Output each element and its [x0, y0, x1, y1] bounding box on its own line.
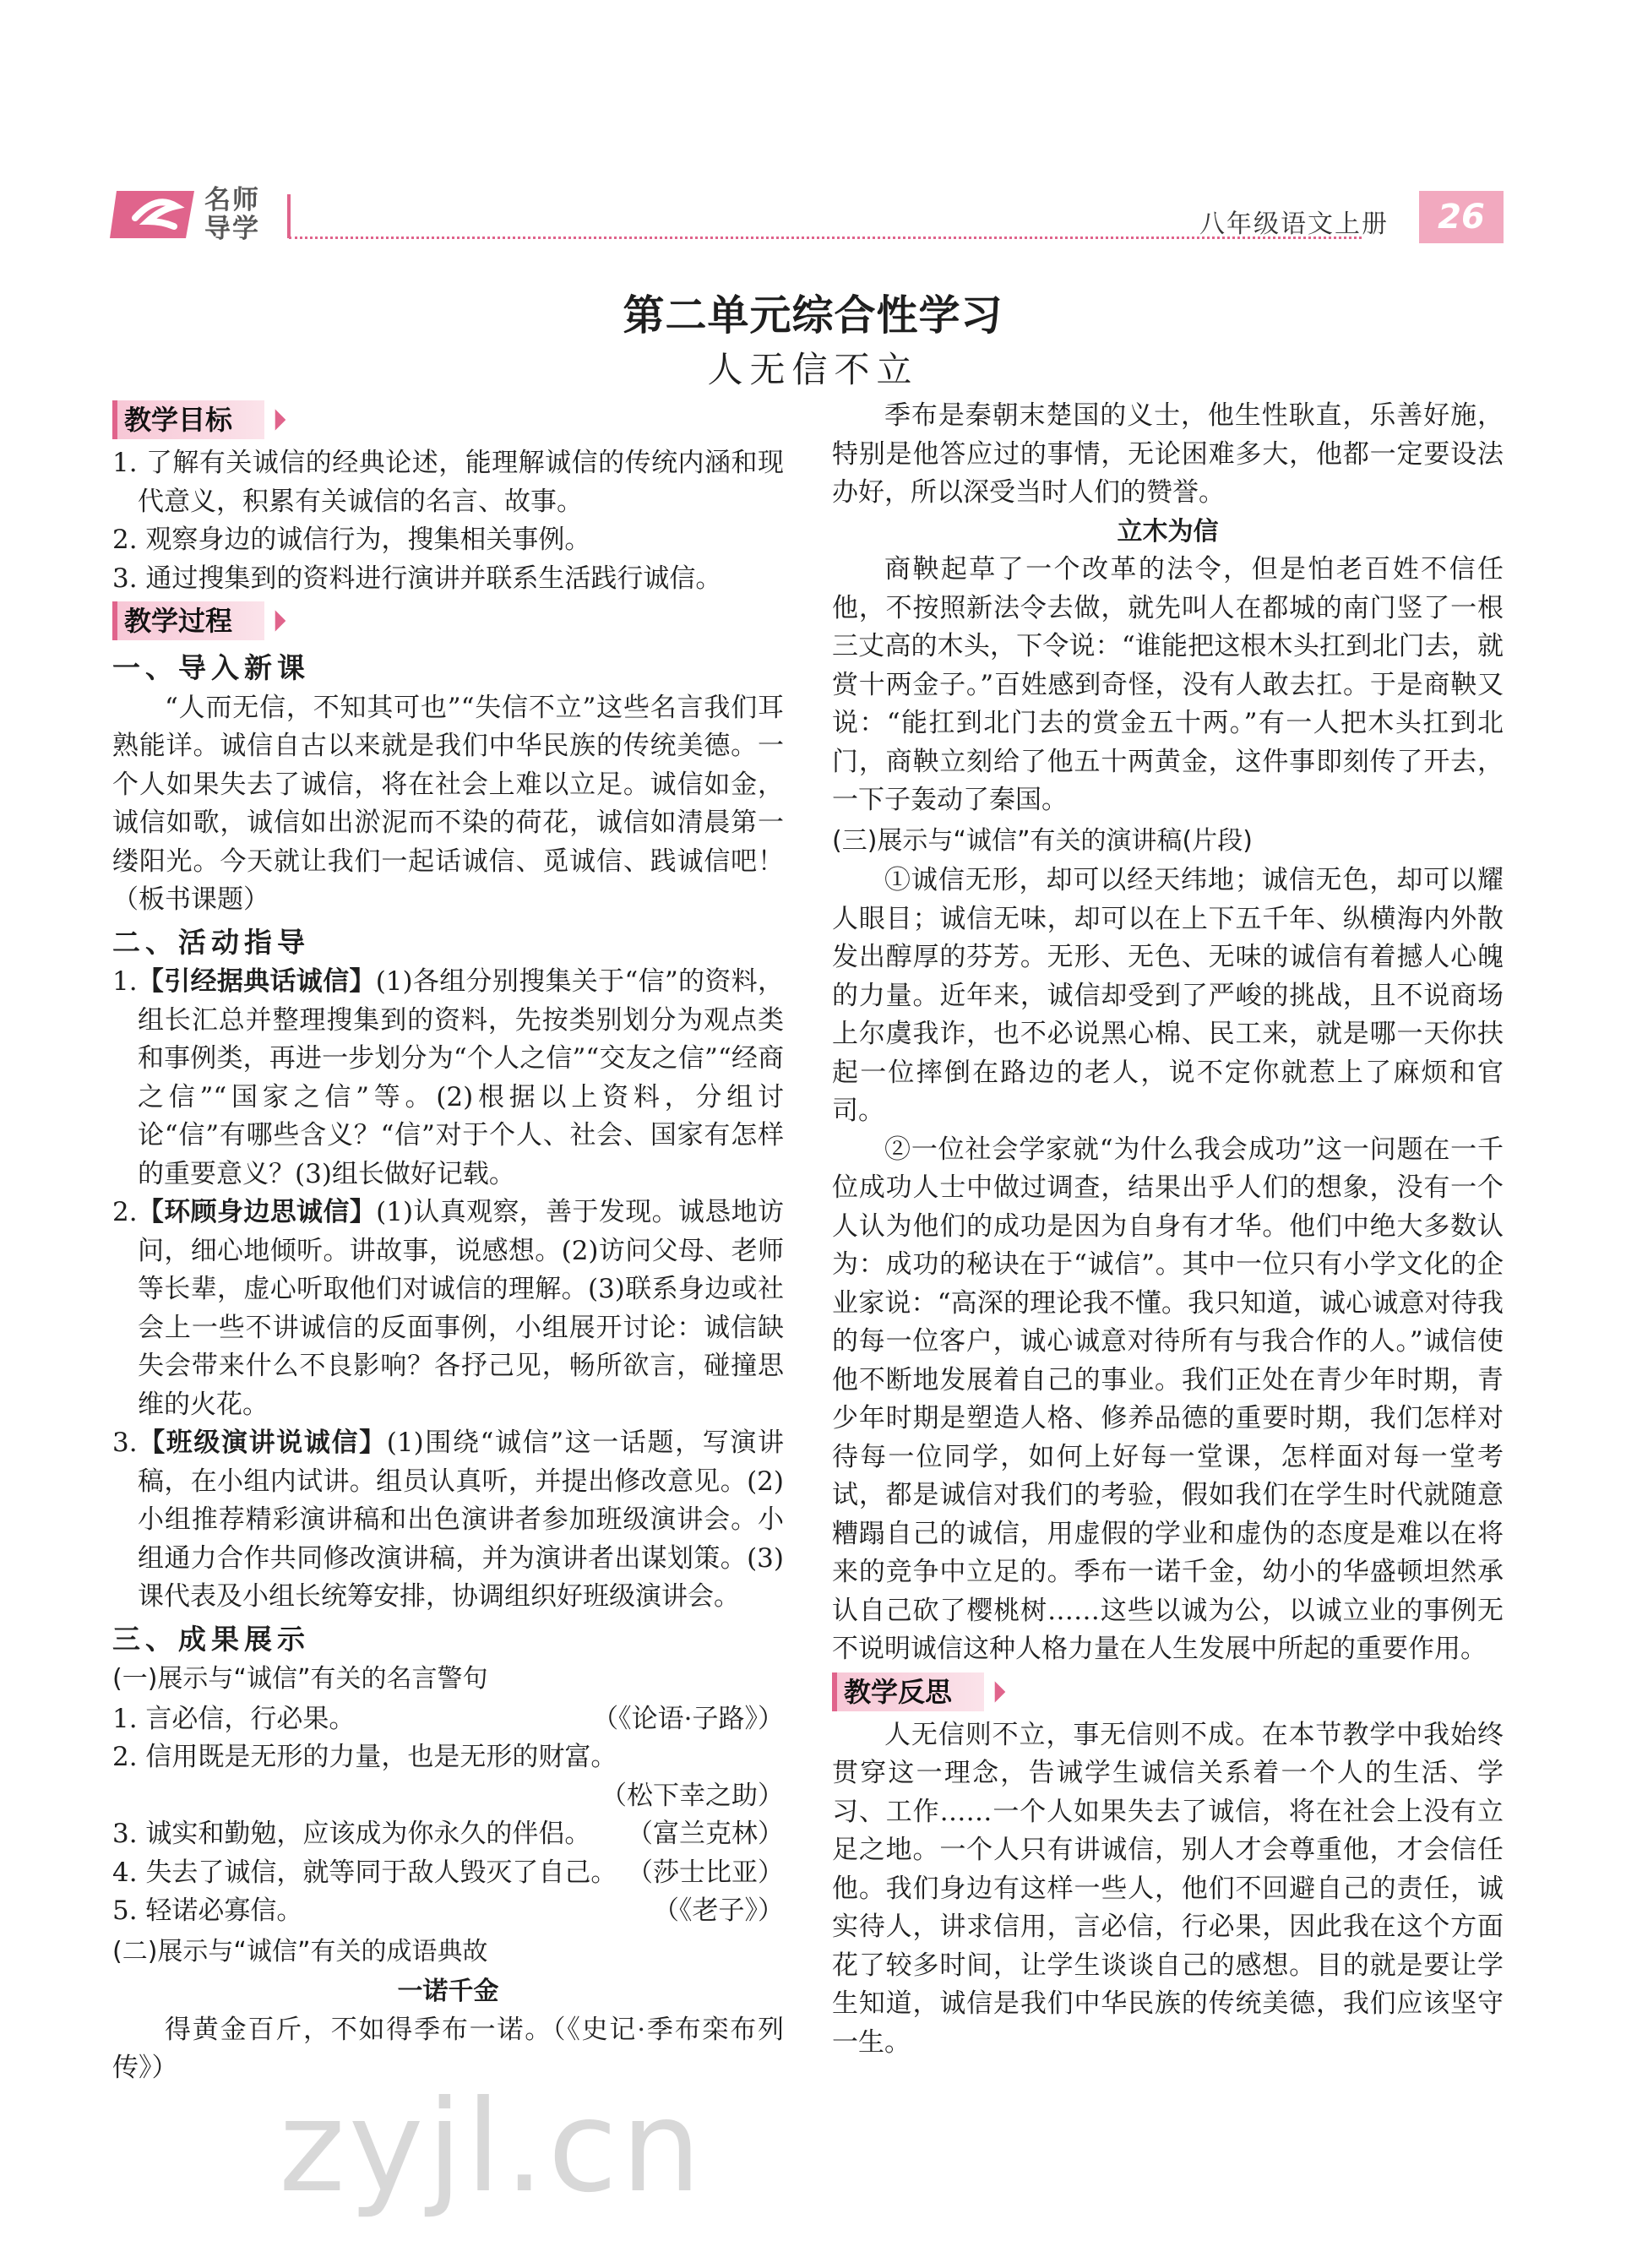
activity-item: 1.【引经据典话诚信】(1)各组分别搜集关于“信”的资料，组长汇总并整理搜集到的资料，先按类别划分为观点类和事例类，再进一步划分为“个人之信”“交友之信”“经商之信”“国家之信”等。(2)根据以上资料，分组讨论“信”有哪些含义？“信”对于个人、社会、国家有怎样的重要意义？(3)组长做好记载。: [112, 966, 784, 1189]
quote-item: 4. 失去了诚信，就等同于敌人毁灭了自己。 （莎士比亚）: [112, 1857, 784, 1888]
quote-item: 3. 诚实和勤勉，应该成为你永久的伴侣。 （富兰克林）: [112, 1819, 784, 1849]
quote-item: 2. 信用既是无形的力量，也是无形的财富。: [112, 1742, 617, 1772]
section-heading-intro: 一、导入新课: [112, 651, 310, 684]
story-text: 得黄金百斤，不如得季布一诺。（《史记·季布栾布列传》）: [112, 2014, 784, 2083]
section-tag-goals: 教学目标: [112, 400, 264, 439]
page-subtitle: 人无信不立: [707, 349, 919, 390]
reflection-paragraph: 人无信则不立，事无信则不成。在本节教学中我始终贯穿这一理念，告诫学生诚信关系着一个人的生活、学习、工作……一个人如果失去了诚信，将在社会上没有立足之地。一个人只有讲诚信，别人才会尊重他，才会信任他。我们身边有这样一些人，他们不回避自己的责任，诚实待人，讲求信用，言必信，行必果，因此我在这个方面花了较多时间，让学生谈谈自己的感想。目的就是要让学生知道，诚信是我们中华民族的传统美德，我们应该坚守一生。: [832, 1719, 1504, 2058]
subheading-quotes: (一)展示与“诚信”有关的名言警句: [112, 1664, 488, 1694]
section-tag-process: 教学过程: [112, 601, 264, 640]
story-text: 季布是秦朝末楚国的义士，他生性耿直，乐善好施，特别是他答应过的事情，无论困难多大，他都一定要设法办好，所以深受当时人们的赞誉。: [832, 400, 1504, 508]
goal-item: 1. 了解有关诚信的经典论述，能理解诚信的传统内涵和现代意义，积累有关诚信的名言、故事。: [112, 448, 784, 517]
quote-source: （松下幸之助）: [601, 1780, 784, 1811]
page-title: 第二单元综合性学习: [623, 291, 1003, 340]
story-title: 一诺千金: [397, 1977, 499, 2006]
subheading-speech: (三)展示与“诚信”有关的演讲稿(片段): [832, 825, 1253, 856]
speech-paragraph: ②一位社会学家就“为什么我会成功”这一问题在一千位成功人士中做过调查，结果出乎人们的想象，没有一个人认为他们的成功是因为自身有才华。他们中绝大多数认为：成功的秘诀在于“诚信”。其中一位只有小学文化的企业家说：“高深的理论我不懂。我只知道，诚心诚意对待我的每一位客户，诚心诚意对待所有与我合作的人。”诚信使他不断地发展着自己的事业。我们正处在青少年时期，青少年时期是塑造人格、修养品德的重要时期，我们怎样对待每一位同学，如何上好每一堂课，怎样面对每一堂考试，都是诚信对我们的考验，假如我们在学生时代就随意糟蹋自己的诚信，用虚假的学业和虚伪的态度是难以在将来的竞争中立足的。季布一诺千金，幼小的华盛顿坦然承认自己砍了樱桃树……这些以诚为公，以诚立业的事例无不说明诚信这种人格力量在人生发展中所起的重要作用。: [832, 1134, 1504, 1664]
quote-item: 1. 言必信，行必果。 （《论语·子路》）: [112, 1703, 784, 1734]
page-header: [110, 184, 1504, 252]
header-divider: [287, 194, 291, 238]
right-column: [832, 397, 1504, 2062]
activity-item: 3.【班级演讲说诚信】(1)围绕“诚信”这一话题，写演讲稿，在小组内试讲。组员认真听，并提出修改意见。(2)小组推荐精彩演讲稿和出色演讲者参加班级演讲会。小组通力合作共同修改演讲稿，并为演讲者出谋划策。(3)课代表及小组长统筹安排，协调组织好班级演讲会。: [112, 1428, 784, 1612]
quote-item: 5. 轻诺必寡信。 （《老子》）: [112, 1895, 784, 1926]
story-text: 商鞅起草了一个改革的法令，但是怕老百姓不信任他，不按照新法令去做，就先叫人在都城的南门竖了一根三丈高的木头，下令说：“谁能把这根木头扛到北门去，就赏十两金子。”百姓感到奇怪，没有人敢去扛。于是商鞅又说：“能扛到北门去的赏金五十两。”有一人把木头扛到北门，商鞅立刻给了他五十两黄金，这件事即刻传了开去，一下子轰动了秦国。: [832, 554, 1504, 815]
watermark: zyjl.cn: [279, 2074, 705, 2221]
page-number: 26: [1419, 191, 1504, 243]
section-heading-activities: 二、活动指导: [112, 925, 310, 959]
section-heading-results: 三、成果展示: [112, 1622, 310, 1656]
logo-text: 名师 导学: [204, 185, 260, 244]
subheading-idioms: (二)展示与“诚信”有关的成语典故: [112, 1936, 488, 1966]
grade-label: 八年级语文上册: [1199, 209, 1389, 239]
goal-item: 3. 通过搜集到的资料进行演讲并联系生活践行诚信。: [112, 563, 722, 594]
activity-item: 2.【环顾身边思诚信】(1)认真观察，善于发现。诚恳地访问，细心地倾听。讲故事，说感想。(2)访问父母、老师等长辈，虚心听取他们对诚信的理解。(3)联系身边或社会上一些不讲诚信的反面事例，小组展开讨论：诚信缺失会带来什么不良影响？各抒己见，畅所欲言，碰撞思维的火花。: [112, 1197, 784, 1420]
left-column: [112, 397, 784, 2088]
logo-icon: [110, 184, 203, 245]
section-tag-reflection: 教学反思: [832, 1672, 984, 1711]
goal-item: 2. 观察身边的诚信行为，搜集相关事例。: [112, 525, 591, 555]
speech-paragraph: ①诚信无形，却可以经天纬地；诚信无色，却可以耀人眼目；诚信无味，却可以在上下五千年、纵横海内外散发出醇厚的芬芳。无形、无色、无味的诚信有着撼人心魄的力量。近年来，诚信却受到了严峻的挑战，且不说商场上尔虞我诈，也不必说黑心棉、民工来，就是哪一天你扶起一位摔倒在路边的老人，说不定你就惹上了麻烦和官司。: [832, 865, 1504, 1126]
story-title: 立木为信: [1117, 516, 1219, 547]
intro-paragraph: “人而无信，不知其可也”“失信不立”这些名言我们耳熟能详。诚信自古以来就是我们中华民族的传统美德。一个人如果失去了诚信，将在社会上难以立足。诚信如金，诚信如歌，诚信如出淤泥而不染的荷花，诚信如清晨第一缕阳光。今天就让我们一起话诚信、觅诚信、践诚信吧！（板书课题）: [112, 692, 784, 915]
